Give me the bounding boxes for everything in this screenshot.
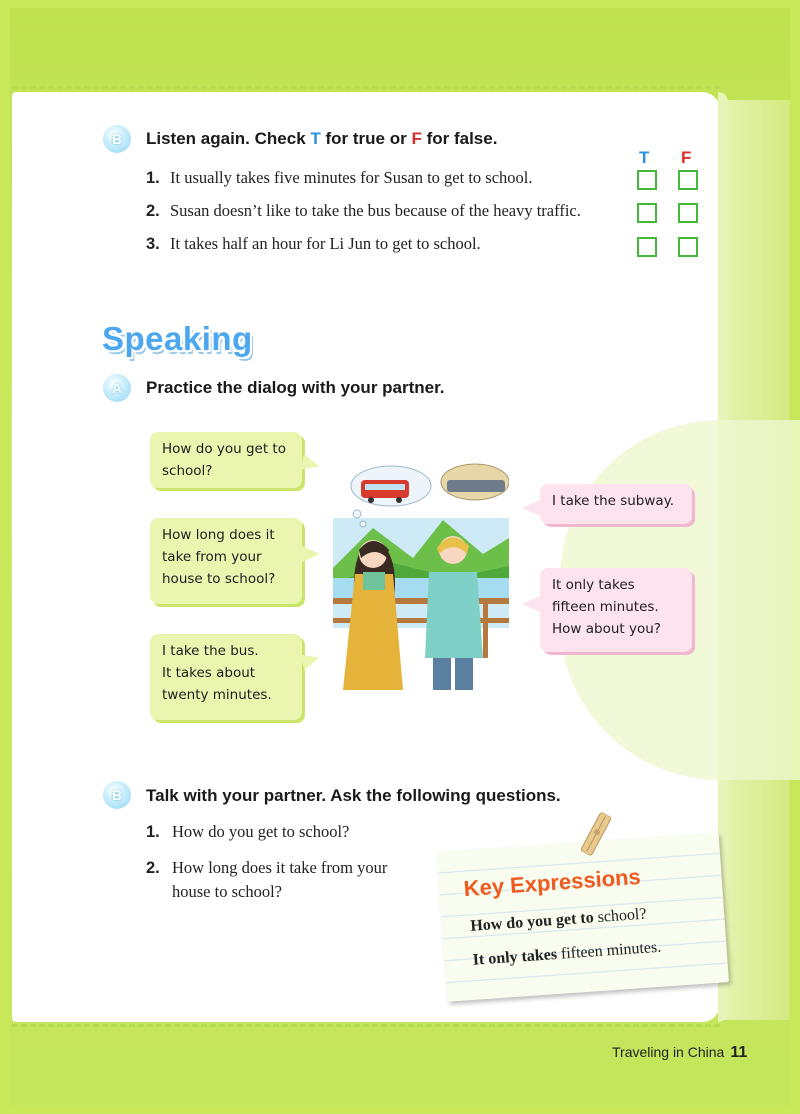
key-expression-2 (472, 939, 662, 970)
students-talking-illustration (333, 458, 509, 690)
key-expression-rest: school? (593, 905, 647, 927)
speech-bubble-left-2 (150, 518, 302, 604)
instruction-text-1: Listen again. Check (146, 129, 311, 148)
question-number: 2. (146, 859, 160, 877)
checkbox-1-true[interactable] (637, 170, 657, 190)
question-text: How long does it take from your (172, 858, 388, 877)
statement-text: It takes half an hour for Li Jun to get to school. (170, 234, 481, 253)
statement-number: 2. (146, 202, 160, 220)
bubble-line: fifteen minutes. (552, 599, 659, 615)
statement-row-1 (146, 168, 532, 188)
bubble-line: How do you get to (162, 441, 286, 457)
true-column-header: T (639, 148, 650, 167)
page-number: 11 (730, 1044, 748, 1061)
key-expressions-title: Key Expressions (462, 863, 642, 902)
statement-text: It usually takes five minutes for Susan to get to school. (170, 168, 533, 187)
section-b-badge: B (103, 125, 131, 153)
key-expression-1 (470, 906, 647, 936)
bubble-line: take from your (162, 549, 262, 565)
bubble-line: How long does it (162, 527, 275, 543)
question-text-continued: house to school? (172, 882, 282, 901)
false-column-header: F (681, 148, 692, 167)
section-b2-badge: B (103, 781, 131, 809)
checkbox-3-false[interactable] (678, 237, 698, 257)
bottom-dashed-border (12, 1024, 720, 1027)
instruction-text-2: for true or (320, 129, 412, 148)
top-dashed-border (12, 86, 720, 89)
question-row-2 (146, 856, 387, 904)
key-expression-bold: How do you get to (469, 909, 595, 935)
key-expression-rest: fifteen minutes. (556, 938, 662, 963)
bubble-line: I take the bus. (162, 643, 259, 659)
practice-instruction: Practice the dialog with your partner. (146, 378, 445, 397)
instruction-f: F (411, 129, 422, 148)
key-expression-bold: It only takes (472, 945, 558, 969)
bubble-line: school? (162, 463, 213, 479)
statement-row-3 (146, 234, 481, 254)
checkbox-1-false[interactable] (678, 170, 698, 190)
bubble-tail (522, 596, 540, 612)
statement-number: 1. (146, 169, 160, 187)
speaking-heading: Speaking (102, 320, 253, 357)
key-expressions-note (437, 832, 729, 1001)
speech-bubble-left-3 (150, 634, 302, 720)
instruction-text-3: for false. (421, 129, 498, 148)
question-row-1 (146, 820, 349, 844)
statement-number: 3. (146, 235, 160, 253)
speech-bubble-right-1 (540, 484, 692, 524)
speech-bubble-left-1 (150, 432, 302, 488)
unit-title: Traveling in China (612, 1044, 725, 1060)
statement-row-2 (146, 201, 581, 221)
listen-instruction (146, 129, 497, 149)
bubble-line: It takes about (162, 665, 256, 681)
bubble-tail (302, 546, 320, 562)
bubble-line: twenty minutes. (162, 687, 272, 703)
statement-text: Susan doesn’t like to take the bus because of the heavy traffic. (170, 201, 581, 220)
section-a-badge: A (103, 374, 131, 402)
checkbox-3-true[interactable] (637, 237, 657, 257)
checkbox-2-false[interactable] (678, 203, 698, 223)
bubble-tail (522, 500, 540, 516)
instruction-t: T (310, 129, 321, 148)
speech-bubble-right-2 (540, 568, 692, 652)
talk-instruction: Talk with your partner. Ask the following questions. (146, 786, 561, 805)
question-text: How do you get to school? (172, 822, 350, 841)
checkbox-2-true[interactable] (637, 203, 657, 223)
bubble-line: It only takes (552, 577, 635, 593)
bubble-line: How about you? (552, 621, 661, 637)
question-number: 1. (146, 823, 160, 841)
bubble-line: house to school? (162, 571, 276, 587)
page-footer (612, 1044, 747, 1062)
bubble-line: I take the subway. (552, 493, 675, 509)
